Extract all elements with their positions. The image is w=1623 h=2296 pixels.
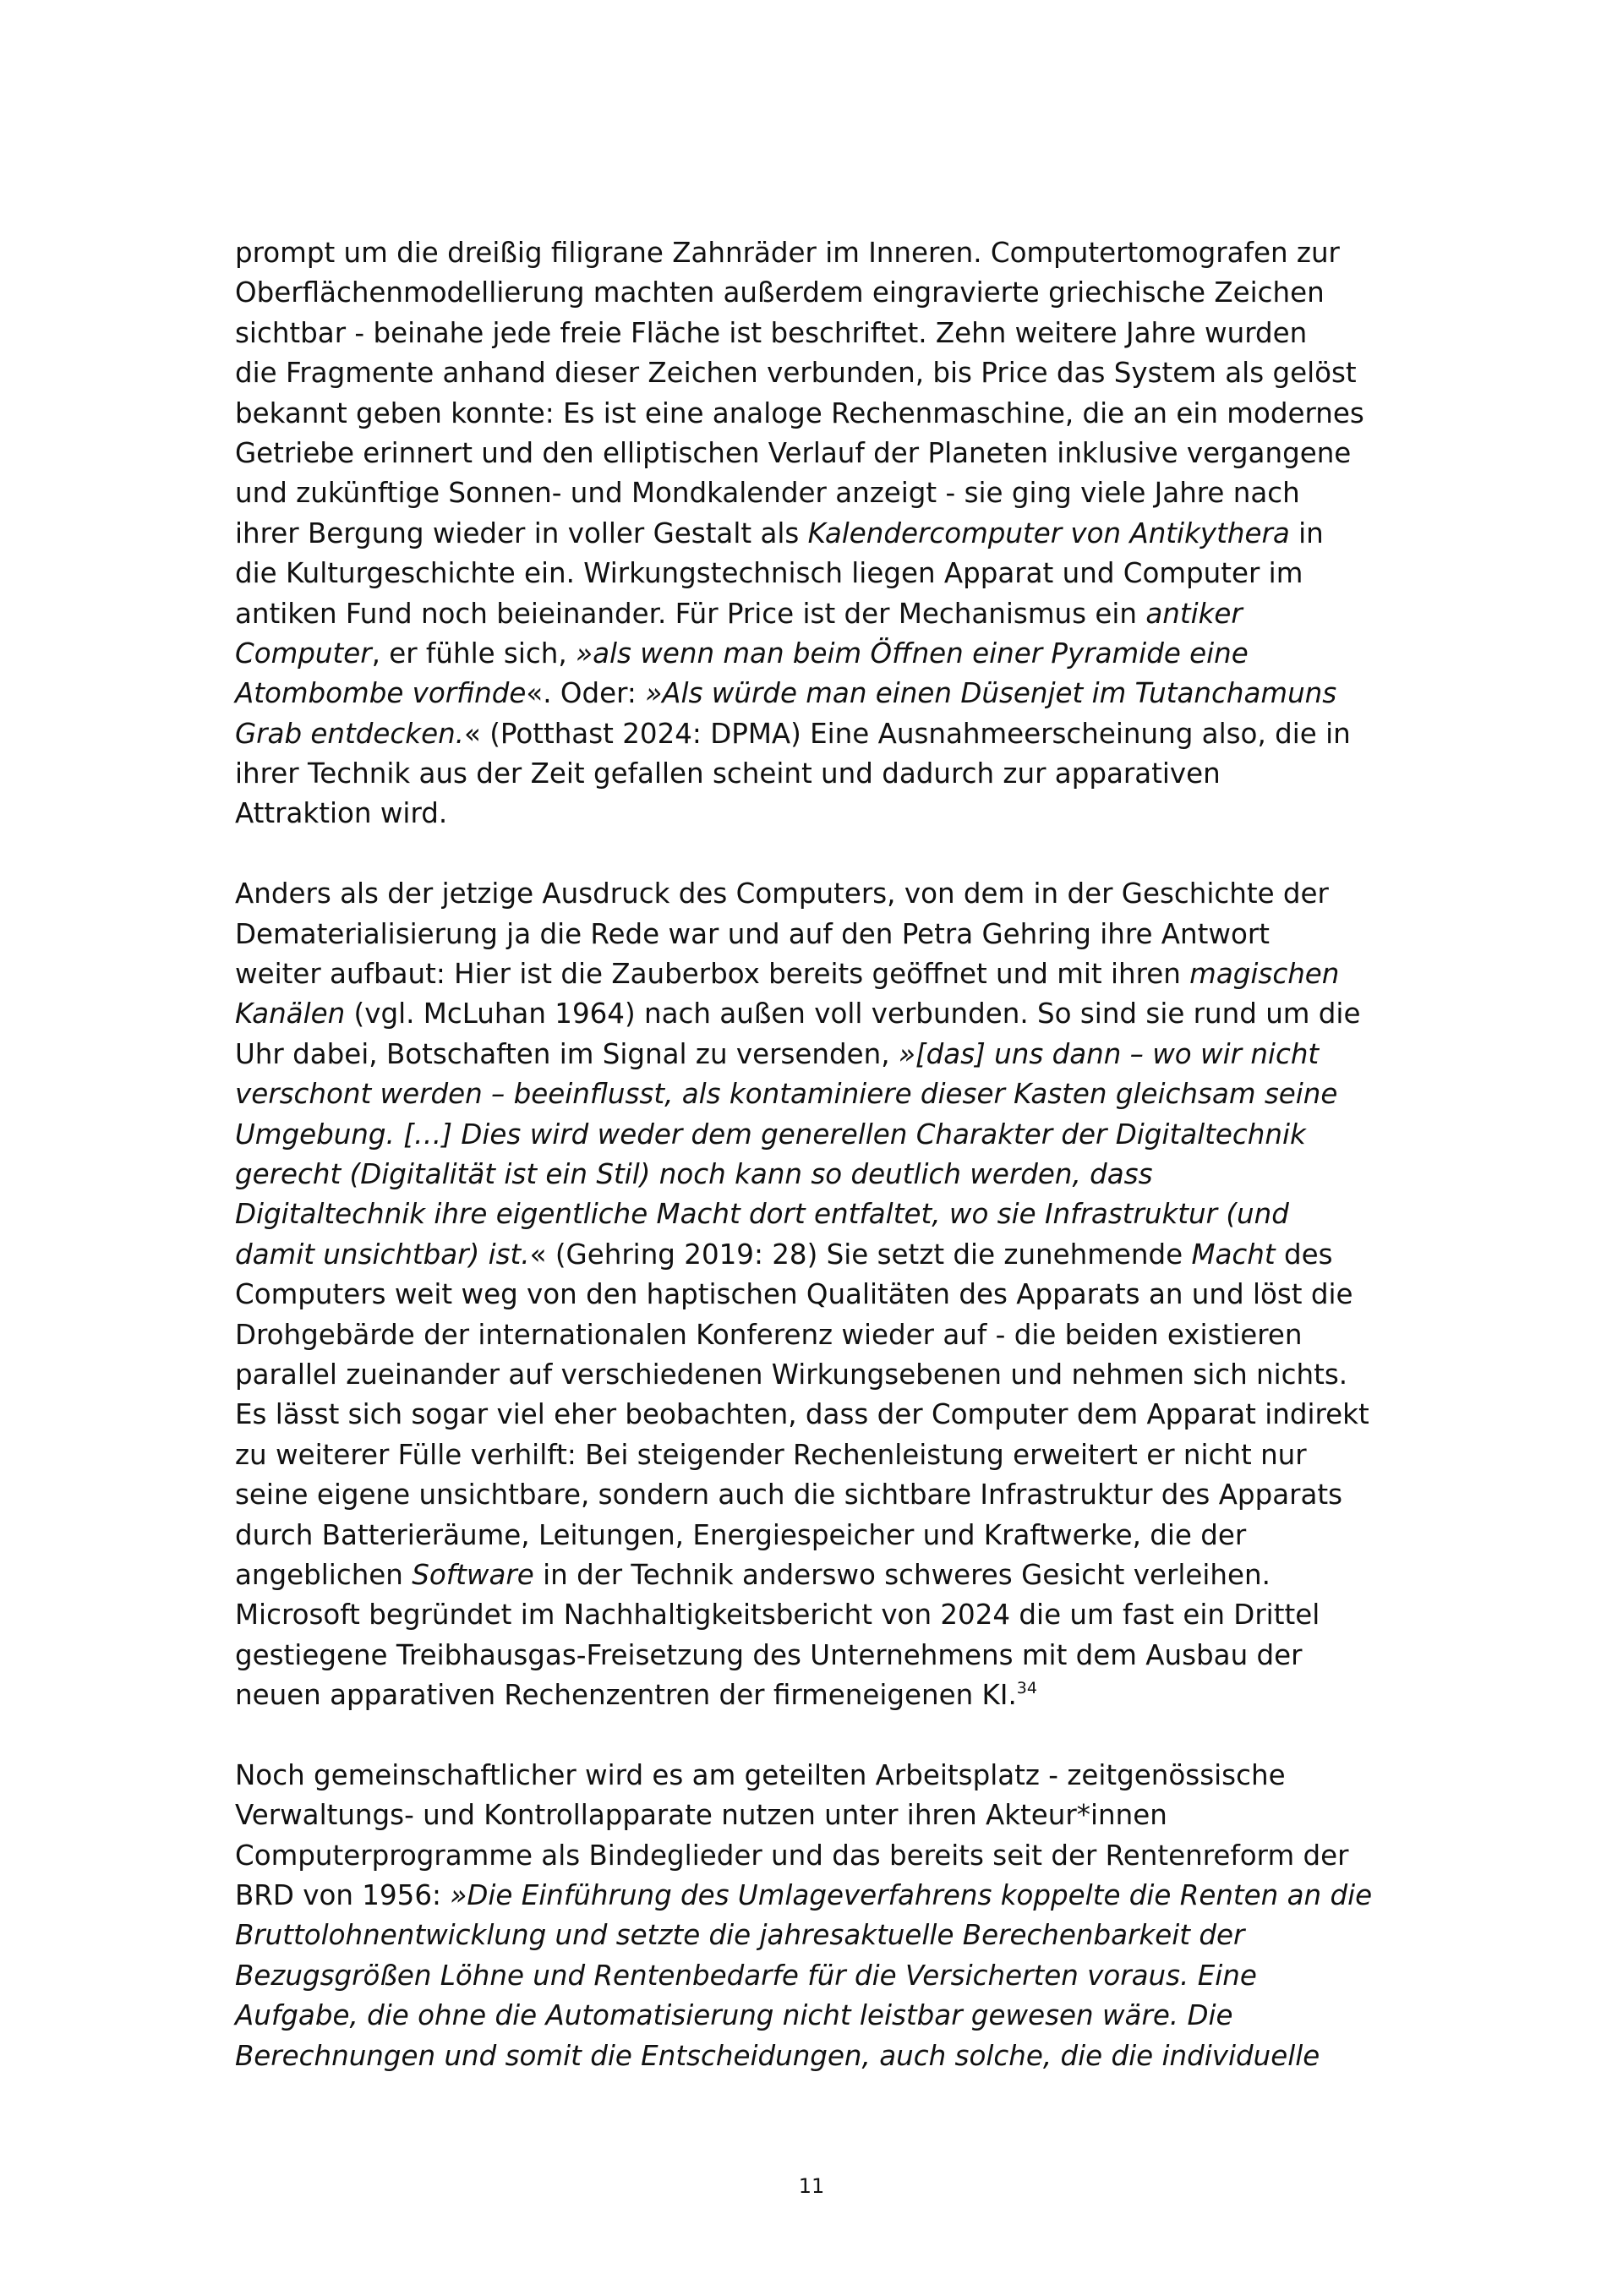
text-run: Getriebe erinnert und den elliptischen Verlauf der Planeten inklusive vergangene (235, 436, 1352, 469)
text-line (235, 1555, 1418, 1595)
text-line (235, 514, 1418, 554)
paragraph (235, 233, 1418, 834)
text-line (235, 754, 1418, 794)
text-run: die Kulturgeschichte ein. Wirkungstechnisch liegen Apparat und Computer im (235, 557, 1303, 590)
text-run: die Fragmente anhand dieser Zeichen verbunden, bis Price das System als gelöst (235, 357, 1357, 390)
italic-text: »Als würde man einen Düsenjet im Tutanchamuns (645, 677, 1337, 710)
body-text (235, 233, 1418, 2076)
text-line (235, 1876, 1418, 1916)
text-line (235, 714, 1418, 754)
italic-text: Kanälen (235, 998, 346, 1030)
text-run: weiter aufbaut: Hier ist die Zauberbox bereits geöffnet und mit ihren (235, 958, 1190, 991)
text-run: parallel zueinander auf verschiedenen Wirkungsebenen und nehmen sich nichts. (235, 1358, 1348, 1391)
text-line (235, 1074, 1418, 1114)
text-run: (vgl. McLuhan 1964) nach außen voll verbunden. So sind sie rund um die (345, 998, 1361, 1030)
italic-text: Umgebung. […] Dies wird weder dem generellen Charakter der Digitaltechnik (235, 1118, 1306, 1151)
text-line (235, 1636, 1418, 1676)
text-line (235, 1796, 1418, 1835)
text-line (235, 674, 1418, 713)
paragraph-gap (235, 834, 1418, 874)
text-line (235, 1194, 1418, 1234)
paragraph-gap (235, 1715, 1418, 1755)
text-run: antiken Fund noch beieinander. Für Price ist der Mechanismus ein (235, 597, 1146, 630)
text-line (235, 1315, 1418, 1355)
text-run: Verwaltungs- und Kontrollapparate nutzen unter ihren Akteur*innen (235, 1799, 1167, 1832)
text-line (235, 353, 1418, 393)
paragraph (235, 874, 1418, 1715)
text-line (235, 994, 1418, 1034)
italic-text: damit unsichtbar) ist. (235, 1238, 530, 1271)
italic-text: »als wenn man beim Öffnen einer Pyramide eine (576, 637, 1249, 670)
text-run: und zukünftige Sonnen- und Mondkalender anzeigt - sie ging viele Jahre nach (235, 477, 1300, 510)
paragraph (235, 1756, 1418, 2076)
text-run: ihrer Technik aus der Zeit gefallen scheint und dadurch zur apparativen (235, 757, 1221, 790)
text-run: Attraktion wird. (235, 797, 448, 830)
text-run: Dematerialisierung ja die Rede war und auf den Petra Gehring ihre Antwort (235, 917, 1270, 950)
text-run: des (1275, 1238, 1333, 1271)
text-line (235, 1155, 1418, 1194)
text-line (235, 1836, 1418, 1876)
text-run: durch Batterieräume, Leitungen, Energiespeicher und Kraftwerke, die der (235, 1518, 1247, 1551)
text-run: Microsoft begründet im Nachhaltigkeitsbericht von 2024 die um fast ein Drittel (235, 1599, 1320, 1632)
text-line (235, 594, 1418, 634)
text-line (235, 915, 1418, 954)
text-run: Noch gemeinschaftlicher wird es am geteilten Arbeitsplatz - zeitgenössische (235, 1758, 1286, 1791)
text-run: prompt um die dreißig filigrane Zahnräder im Inneren. Computertomografen zur (235, 237, 1340, 269)
text-line (235, 1996, 1418, 2036)
text-line (235, 1275, 1418, 1315)
text-run: neuen apparativen Rechenzentren der firmeneigenen KI. (235, 1679, 1017, 1712)
footnote-marker: 34 (1016, 1679, 1037, 1698)
text-run: in der Technik anderswo schweres Gesicht verleihen. (533, 1558, 1271, 1591)
italic-text: Berechnungen und somit die Entscheidungen, auch solche, die die individuelle (235, 2039, 1320, 2072)
text-line (235, 1435, 1418, 1475)
italic-text: Grab entdecken. (235, 717, 464, 750)
text-line (235, 1395, 1418, 1435)
italic-text: Macht (1191, 1238, 1276, 1271)
text-line (235, 434, 1418, 473)
text-line (235, 273, 1418, 313)
text-run: « (Gehring 2019: 28) Sie setzt die zunehmende (529, 1238, 1192, 1271)
text-run: angeblichen (235, 1558, 413, 1591)
text-run: gestiegene Treibhausgas-Freisetzung des Unternehmens mit dem Ausbau der (235, 1638, 1303, 1671)
text-line (235, 1516, 1418, 1555)
italic-text: Digitaltechnik ihre eigentliche Macht dort entfaltet, wo sie Infrastruktur (und (235, 1198, 1289, 1231)
text-run: Es lässt sich sogar viel eher beobachten, dass der Computer dem Apparat indirekt (235, 1398, 1369, 1431)
text-line (235, 1756, 1418, 1796)
text-line (235, 2036, 1418, 2076)
italic-text: »Die Einführung des Umlageverfahrens koppelte die Renten an die (450, 1879, 1373, 1912)
text-run: zu weiterer Fülle verhilft: Bei steigender Rechenleistung erweitert er nicht nur (235, 1438, 1307, 1471)
page-number: 11 (798, 2174, 825, 2198)
text-line (235, 1916, 1418, 1955)
text-line (235, 473, 1418, 513)
text-run: , er fühle sich, (371, 637, 577, 670)
italic-text: magischen (1189, 958, 1340, 991)
italic-text: verschont werden – beeinflusst, als kontaminiere dieser Kasten gleichsam seine (235, 1078, 1338, 1111)
italic-text: Computer (235, 637, 372, 670)
text-line (235, 233, 1418, 273)
italic-text: antiker (1145, 597, 1243, 630)
text-run: Oberflächenmodellierung machten außerdem eingravierte griechische Zeichen (235, 276, 1325, 309)
text-line (235, 954, 1418, 994)
italic-text: »[das] uns dann – wo wir nicht (898, 1037, 1320, 1070)
text-line (235, 1956, 1418, 1996)
text-line (235, 794, 1418, 834)
text-run: ihrer Bergung wieder in voller Gestalt als (235, 517, 808, 549)
text-run: Computerprogramme als Bindeglieder und das bereits seit der Rentenreform der (235, 1839, 1349, 1872)
text-line (235, 874, 1418, 914)
text-line (235, 394, 1418, 434)
text-run: « (Potthast 2024: DPMA) Eine Ausnahmeerscheinung also, die in (464, 717, 1351, 750)
text-line (235, 1595, 1418, 1635)
text-line (235, 1035, 1418, 1074)
text-line (235, 1235, 1418, 1275)
text-line (235, 1676, 1418, 1715)
italic-text: Bezugsgrößen Löhne und Rentenbedarfe für die Versicherten voraus. Eine (235, 1959, 1257, 1992)
italic-text: Bruttolohnentwicklung und setzte die jahresaktuelle Berechenbarkeit der (235, 1919, 1245, 1952)
text-run: Uhr dabei, Botschaften im Signal zu versenden, (235, 1037, 899, 1070)
text-run: seine eigene unsichtbare, sondern auch die sichtbare Infrastruktur des Apparats (235, 1479, 1343, 1512)
text-line (235, 554, 1418, 593)
text-run: bekannt geben konnte: Es ist eine analoge Rechenmaschine, die an ein modernes (235, 396, 1364, 429)
text-run: sichtbar - beinahe jede freie Fläche ist beschriftet. Zehn weitere Jahre wurden (235, 316, 1308, 349)
text-line (235, 634, 1418, 674)
text-line (235, 1115, 1418, 1155)
text-run: in (1289, 517, 1324, 549)
text-line (235, 1475, 1418, 1515)
text-run: «. Oder: (526, 677, 646, 710)
text-line (235, 1355, 1418, 1395)
italic-text: gerecht (Digitalität ist ein Stil) noch kann so deutlich werden, dass (235, 1157, 1153, 1190)
text-line (235, 314, 1418, 353)
italic-text: Atombombe vorfinde (235, 677, 527, 710)
italic-text: Kalendercomputer von Antikythera (807, 517, 1290, 549)
italic-text: Aufgabe, die ohne die Automatisierung nicht leistbar gewesen wäre. Die (235, 1999, 1233, 2032)
text-run: Computers weit weg von den haptischen Qualitäten des Apparats an und löst die (235, 1278, 1353, 1311)
text-run: Drohgebärde der internationalen Konferenz wieder auf - die beiden existieren (235, 1318, 1303, 1351)
text-run: BRD von 1956: (235, 1879, 451, 1912)
text-run: Anders als der jetzige Ausdruck des Computers, von dem in der Geschichte der (235, 877, 1329, 910)
italic-text: Software (412, 1558, 534, 1591)
